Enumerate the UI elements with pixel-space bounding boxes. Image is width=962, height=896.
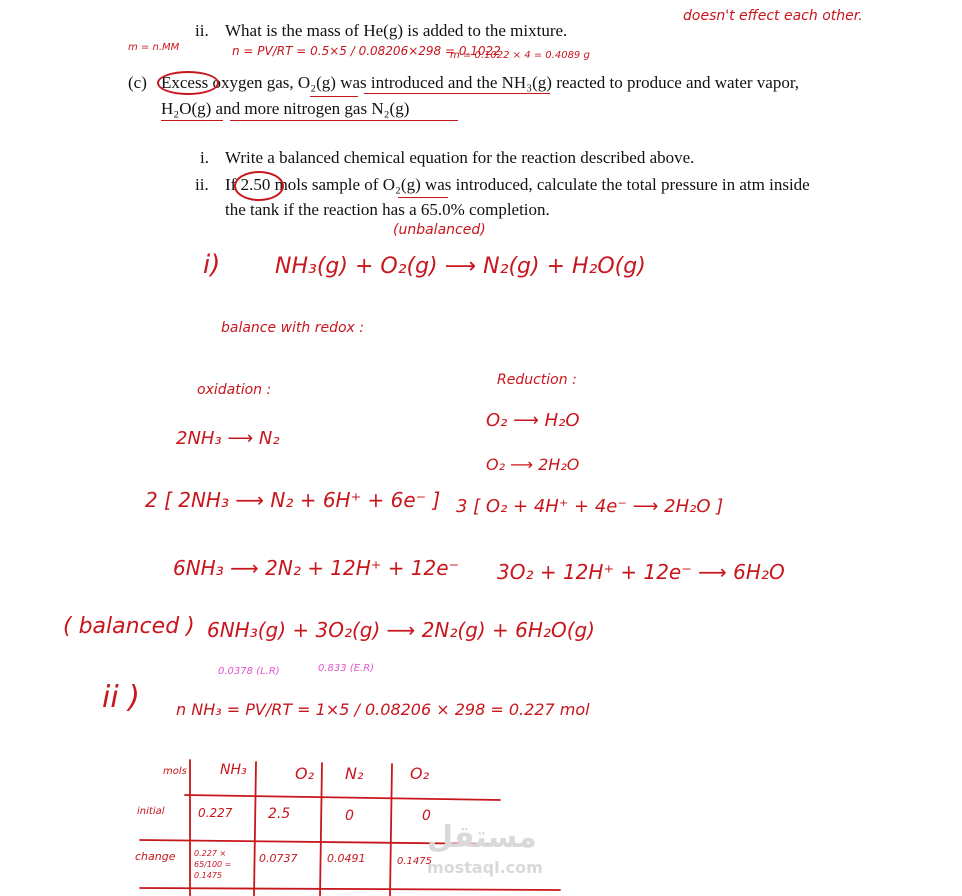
- oxidation-title: oxidation :: [197, 382, 272, 398]
- ice-row-label-change: change: [135, 850, 176, 863]
- question-ii-label: ii.: [195, 21, 209, 40]
- oxidation-step-1: 2NH₃ ⟶ N₂: [176, 428, 280, 449]
- ice-header-n2: N₂: [345, 764, 364, 783]
- moles-nh3-calc: n NH₃ = PV/RT = 1×5 / 0.08206 × 298 = 0.227 mol: [176, 700, 590, 719]
- ice-header-mols: mols: [163, 766, 187, 777]
- part-c-line1: Excess oxygen gas, O₂(g) was introduced and the NH₃(g) reacted to produce and water vapor,: [161, 73, 800, 92]
- mass-result: m = 0.1022 × 4 = 0.4089 g: [450, 50, 590, 61]
- reduction-step-4: 3O₂ + 12H⁺ + 12e⁻ ⟶ 6H₂O: [497, 560, 785, 584]
- ice-change-n2: 0.0491: [327, 852, 366, 865]
- part-c-line2: H₂O(g) and more nitrogen gas N₂(g): [161, 99, 410, 118]
- balance-note: balance with redox :: [221, 320, 364, 336]
- sub-ii-line1: If 2.50 mols sample of O₂(g) was introduced, calculate the total pressure in atm inside: [225, 175, 810, 194]
- oxidation-step-3: 6NH₃ ⟶ 2N₂ + 12H⁺ + 12e⁻: [173, 556, 460, 580]
- ice-initial-o2-second: 0: [422, 808, 431, 824]
- sub-ii-line2: the tank if the reaction has a 65.0% completion.: [225, 200, 550, 219]
- part-ii-label: ii ): [102, 680, 140, 715]
- part-i-label: i): [203, 250, 221, 280]
- balanced-label: ( balanced ): [63, 614, 195, 639]
- watermark-latin: mostaql.com: [427, 858, 543, 877]
- unbalanced-note: (unbalanced): [393, 222, 486, 238]
- sub-ii-label: ii.: [195, 175, 209, 194]
- ice-header-o2: O₂: [295, 764, 315, 783]
- ice-initial-nh3: 0.227: [198, 806, 233, 820]
- ice-initial-n2: 0: [345, 808, 354, 824]
- sub-i-label: i.: [200, 148, 209, 167]
- watermark-arabic: مستقل: [427, 820, 537, 855]
- excess-reagent-note: 0.833 (E.R): [318, 663, 375, 674]
- part-c-label: (c): [128, 73, 147, 92]
- unbalanced-equation: NH₃(g) + O₂(g) ⟶ N₂(g) + H₂O(g): [275, 254, 646, 279]
- sub-i-text: Write a balanced chemical equation for the reaction described above.: [225, 148, 695, 167]
- top-note: doesn't effect each other.: [683, 8, 863, 24]
- reduction-step-2: O₂ ⟶ 2H₂O: [486, 455, 580, 474]
- ice-row-label-initial: initial: [137, 806, 165, 817]
- mass-formula: m = n.MM: [128, 42, 180, 53]
- ice-change-o2-second: 0.1475: [397, 856, 432, 867]
- ice-header-o2-second: O₂: [410, 764, 430, 783]
- reduction-step-3: 3 [ O₂ + 4H⁺ + 4e⁻ ⟶ 2H₂O ]: [456, 496, 724, 517]
- reduction-step-1: O₂ ⟶ H₂O: [486, 410, 580, 431]
- question-ii-text: What is the mass of He(g) is added to the mixture.: [225, 21, 568, 40]
- balanced-equation: 6NH₃(g) + 3O₂(g) ⟶ 2N₂(g) + 6H₂O(g): [207, 618, 595, 642]
- ice-change-o2: 0.0737: [259, 852, 298, 865]
- reduction-title: Reduction :: [497, 372, 577, 388]
- ice-change-nh3: 0.227 × 65/100 = 0.1475: [194, 849, 232, 880]
- ice-header-nh3: NH₃: [220, 762, 247, 778]
- moles-calc: n = PV/RT = 0.5×5 / 0.08206×298 = 0.1022: [232, 44, 501, 58]
- oxidation-step-2: 2 [ 2NH₃ ⟶ N₂ + 6H⁺ + 6e⁻ ]: [145, 488, 441, 512]
- limiting-reagent-note: 0.0378 (L.R): [218, 666, 280, 677]
- ice-initial-o2: 2.5: [268, 806, 291, 822]
